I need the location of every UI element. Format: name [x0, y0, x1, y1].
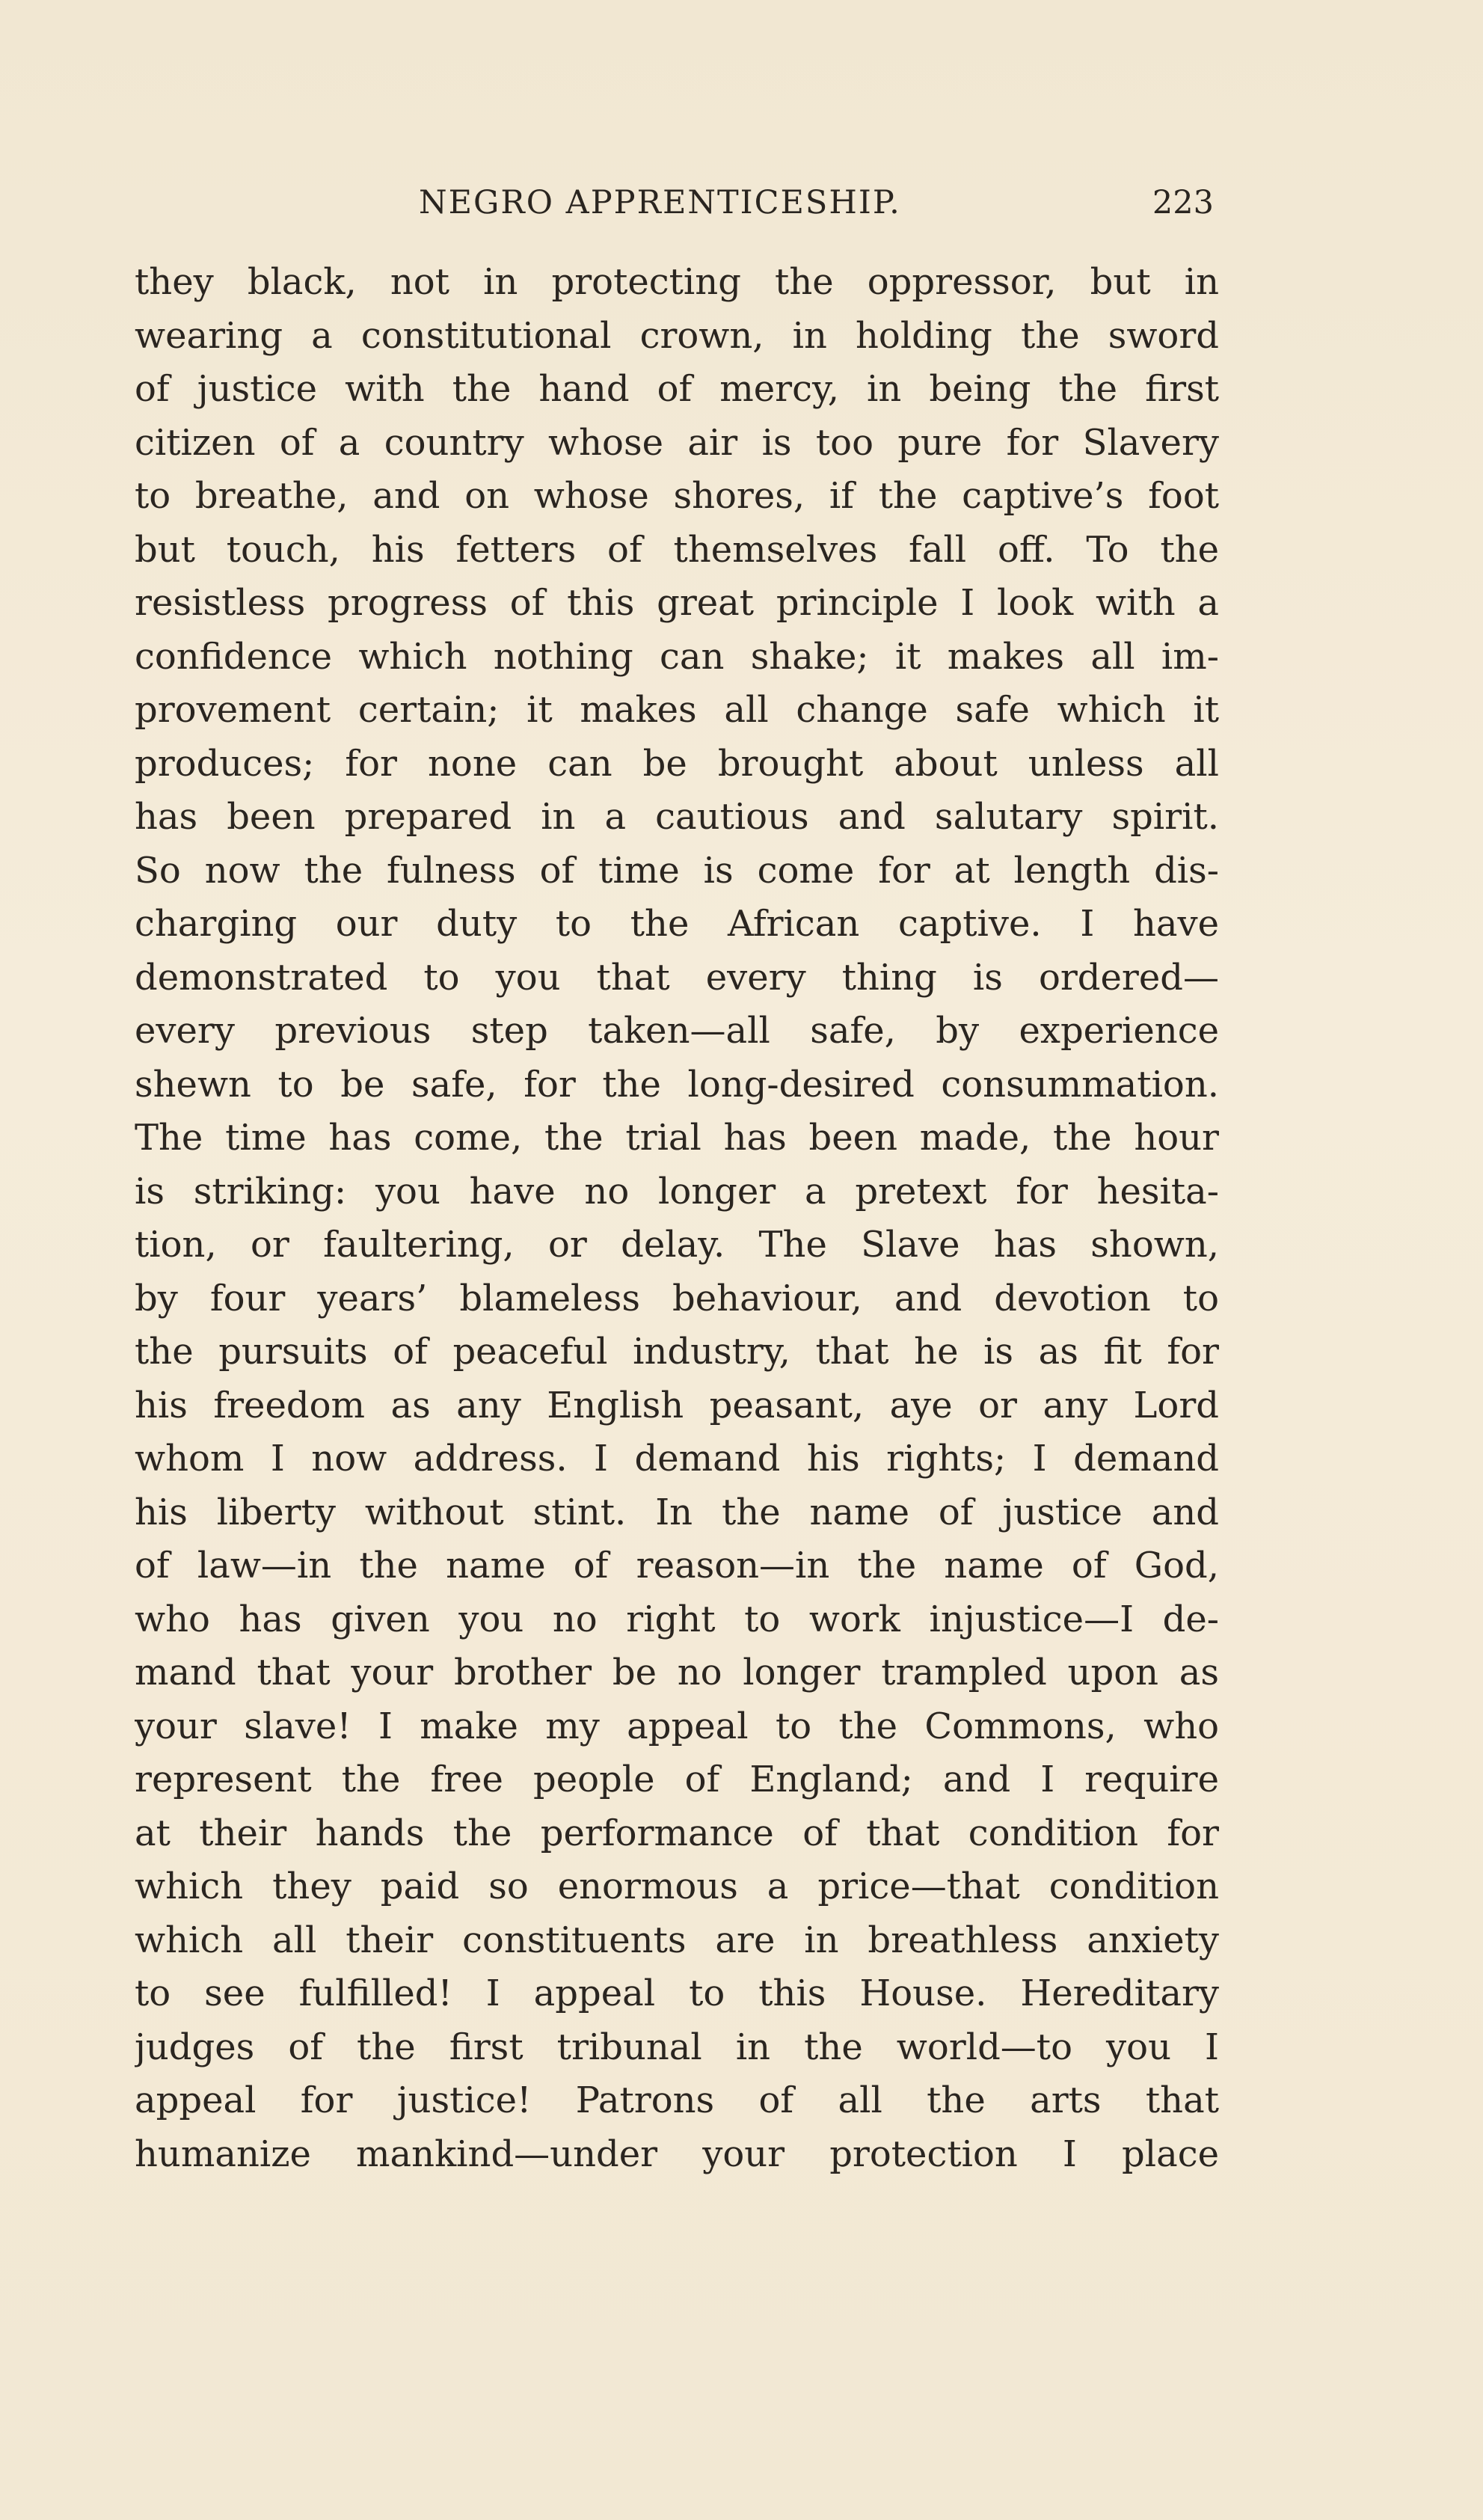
page-number: 223 — [1152, 184, 1214, 221]
text-line: shewn to be safe, for the long-desired consummation. — [135, 1063, 1219, 1106]
text-line: of justice with the hand of mercy, in being the first — [135, 368, 1219, 410]
text-line: the pursuits of peaceful industry, that he is as fit for — [135, 1331, 1219, 1373]
text-line: every previous step taken—all safe, by experience — [135, 1010, 1219, 1052]
text-line: charging our duty to the African captive. I have — [135, 903, 1219, 945]
text-line: your slave! I make my appeal to the Commons, who — [135, 1705, 1219, 1747]
text-line: So now the fulness of time is come for at length dis- — [135, 849, 1219, 892]
text-line: appeal for justice! Patrons of all the arts that — [135, 2079, 1219, 2121]
text-line: produces; for none can be brought about unless all — [135, 742, 1219, 785]
text-line: which they paid so enormous a price—that condition — [135, 1866, 1219, 1907]
text-line: mand that your brother be no longer trampled upon as — [135, 1652, 1219, 1693]
text-line: humanize mankind—under your protection I place — [135, 2133, 1219, 2175]
text-line: has been prepared in a cautious and salutary spirit. — [135, 796, 1219, 838]
text-line: to see fulfilled! I appeal to this House. Hereditary — [135, 1972, 1219, 2014]
running-title: NEGRO APPRENTICESHIP. — [419, 184, 901, 221]
text-line: his freedom as any English peasant, aye or any Lord — [135, 1384, 1219, 1426]
body-text — [135, 256, 1219, 2181]
text-line: resistless progress of this great principle I look with a — [135, 582, 1219, 624]
page-header — [0, 177, 1483, 229]
text-line: demonstrated to you that every thing is ordered— — [135, 956, 1219, 999]
text-line: whom I now address. I demand his rights; I demand — [135, 1438, 1219, 1480]
text-line: represent the free people of England; and I require — [135, 1759, 1219, 1800]
text-line: by four years’ blameless behaviour, and devotion to — [135, 1277, 1219, 1319]
text-line: of law—in the name of reason—in the name of God, — [135, 1545, 1219, 1587]
text-line: wearing a constitutional crown, in holding the sword — [135, 314, 1219, 357]
text-line: tion, or faultering, or delay. The Slave has shown, — [135, 1224, 1219, 1266]
text-line: at their hands the performance of that condition for — [135, 1812, 1219, 1854]
text-line: they black, not in protecting the oppressor, but in — [135, 261, 1219, 303]
text-line: judges of the first tribunal in the world—to you I — [135, 2026, 1219, 2068]
text-line: citizen of a country whose air is too pure for Slavery — [135, 421, 1219, 464]
text-line: to breathe, and on whose shores, if the captive’s foot — [135, 475, 1219, 517]
text-line: his liberty without stint. In the name of justice and — [135, 1491, 1219, 1533]
text-line: who has given you no right to work injustice—I de- — [135, 1598, 1219, 1640]
text-line: but touch, his fetters of themselves fall off. To the — [135, 528, 1219, 571]
text-line: which all their constituents are in breathless anxiety — [135, 1919, 1219, 1961]
text-line: confidence which nothing can shake; it makes all im- — [135, 635, 1219, 678]
text-line: provement certain; it makes all change safe which it — [135, 689, 1219, 731]
text-line: is striking: you have no longer a pretext for hesita- — [135, 1170, 1219, 1213]
text-line: The time has come, the trial has been made, the hour — [135, 1117, 1219, 1159]
